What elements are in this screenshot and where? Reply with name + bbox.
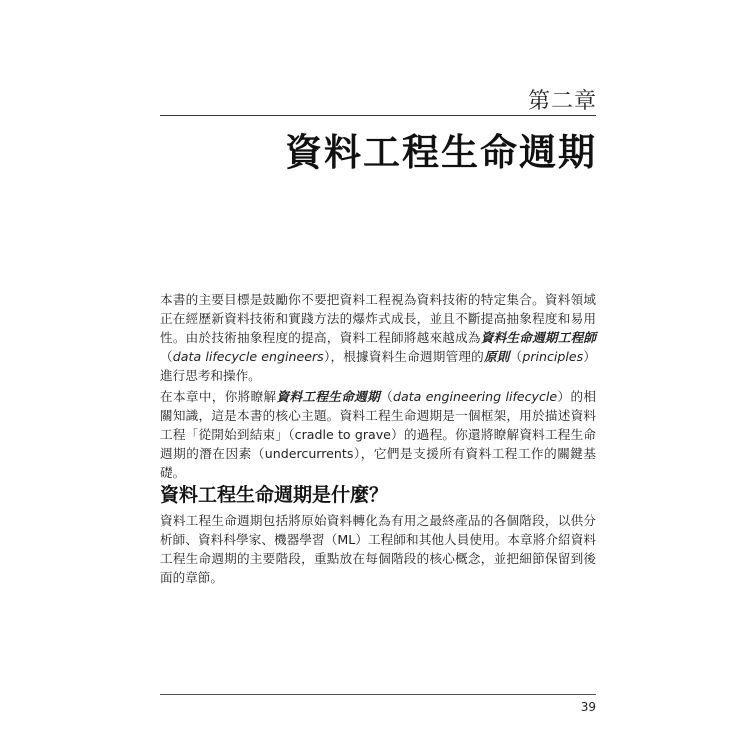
intro-paragraph-2 (160, 387, 596, 482)
english-term: data lifecycle engineers (172, 349, 324, 364)
chapter-title: 資料工程生命週期 (285, 131, 597, 174)
key-term: 原則 (483, 349, 510, 364)
key-term: 資料工程生命週期 (276, 389, 381, 404)
text-run: ），根據資料生命週期管理的 (323, 349, 484, 364)
chapter-divider (160, 115, 596, 116)
footer-divider (160, 694, 596, 695)
page-number: 39 (580, 700, 596, 714)
text-run: 本書的主要目標是鼓勵你不要把資料工程視為資料技術的特定集合。資料領域正在經歷新資料技術和實踐方法的爆炸式成長，並且不斷提高抽象程度和易用性。由於技術抽象程度的提高，資料工程師將越來越成為 (160, 292, 596, 345)
english-term: principles (522, 349, 584, 364)
english-term: data engineering lifecycle (393, 389, 558, 404)
section-heading: 資料工程生命週期是什麼？ (160, 484, 389, 506)
text-run: 在本章中，你將瞭解 (160, 389, 277, 404)
intro-paragraph-1 (160, 290, 596, 385)
text-run: （ (160, 349, 173, 364)
key-term: 資料生命週期工程師 (480, 330, 597, 345)
section-paragraph-1 (160, 511, 596, 587)
text-run: ）進行思考和操作。 (160, 349, 597, 383)
text-run: ）的相關知識，這是本書的核心主題。資料工程生命週期是一個框架，用於描述資料工程「從開始到結束」（cradle to grave）的過程。你還將瞭解資料工程生命週期的潛在因素（undercurrents），它們是支援所有資料工程工作的關鍵基礎。 (160, 389, 597, 480)
text-run: （ (509, 349, 523, 364)
chapter-label: 第二章 (527, 89, 597, 114)
text-run: 資料工程生命週期包括將原始資料轉化為有用之最終產品的各個階段，以供分析師、資料科學家、機器學習（ML）工程師和其他人員使用。本章將介紹資料工程生命週期的主要階段，重點放在每個階段的核心概念，並把細節保留到後面的章節。 (160, 513, 596, 585)
text-run: （ (380, 389, 394, 404)
